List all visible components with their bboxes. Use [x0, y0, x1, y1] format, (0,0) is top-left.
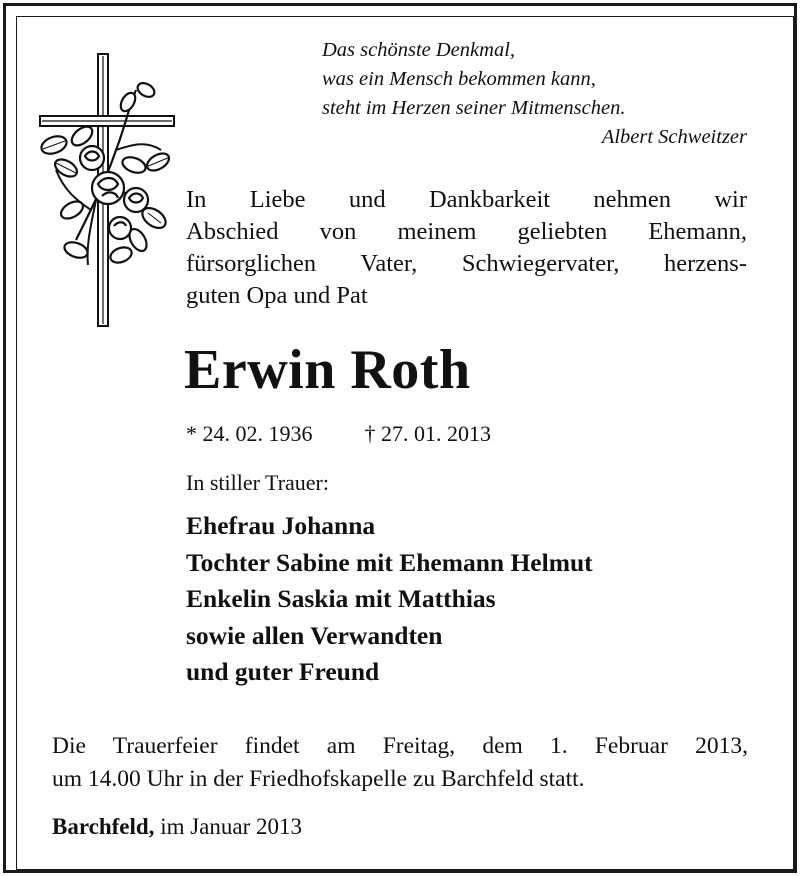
service-line-1: Die Trauerfeier findet am Freitag, dem 1. Februar 2013, — [52, 733, 748, 759]
mourner-line: Enkelin Saskia mit Matthias — [186, 584, 496, 613]
intro-line-4: guten Opa und Pat — [186, 282, 368, 309]
quote-author: Albert Schweitzer — [601, 126, 747, 148]
place-and-date — [52, 814, 302, 840]
epigraph-quote — [322, 36, 747, 152]
life-dates — [186, 421, 491, 447]
cross-with-roses-icon — [36, 50, 176, 330]
quote-line-2: was ein Mensch bekommen kann, — [322, 68, 596, 90]
intro-line-1: In Liebe und Dankbarkeit nehmen wir — [186, 186, 747, 213]
quote-line-3: steht im Herzen seiner Mitmenschen. — [322, 97, 626, 119]
birth-date: * 24. 02. 1936 — [186, 421, 313, 446]
deceased-name: Erwin Roth — [184, 339, 471, 401]
mourner-line: und guter Freund — [186, 657, 380, 686]
closing-date: im Januar 2013 — [160, 814, 302, 839]
intro-line-2: Abschied von meinem geliebten Ehemann, — [186, 218, 747, 245]
mourner-line: sowie allen Verwandten — [186, 620, 443, 650]
service-line-2: um 14.00 Uhr in der Friedhofskapelle zu Barchfeld statt. — [52, 766, 585, 792]
mourner-line: Ehefrau Johanna — [186, 511, 376, 540]
intro-text — [186, 184, 747, 312]
death-date: † 27. 01. 2013 — [364, 421, 491, 446]
service-announcement — [52, 730, 748, 796]
closing-place: Barchfeld, — [52, 814, 155, 839]
mourning-label: In stiller Trauer: — [186, 470, 329, 495]
mourner-line: Tochter Sabine mit Ehemann Helmut — [186, 547, 593, 577]
mourners-list — [186, 508, 593, 691]
quote-line-1: Das schönste Denkmal, — [322, 39, 516, 61]
intro-line-3: fürsorglichen Vater, Schwiegervater, herzens- — [186, 250, 747, 277]
